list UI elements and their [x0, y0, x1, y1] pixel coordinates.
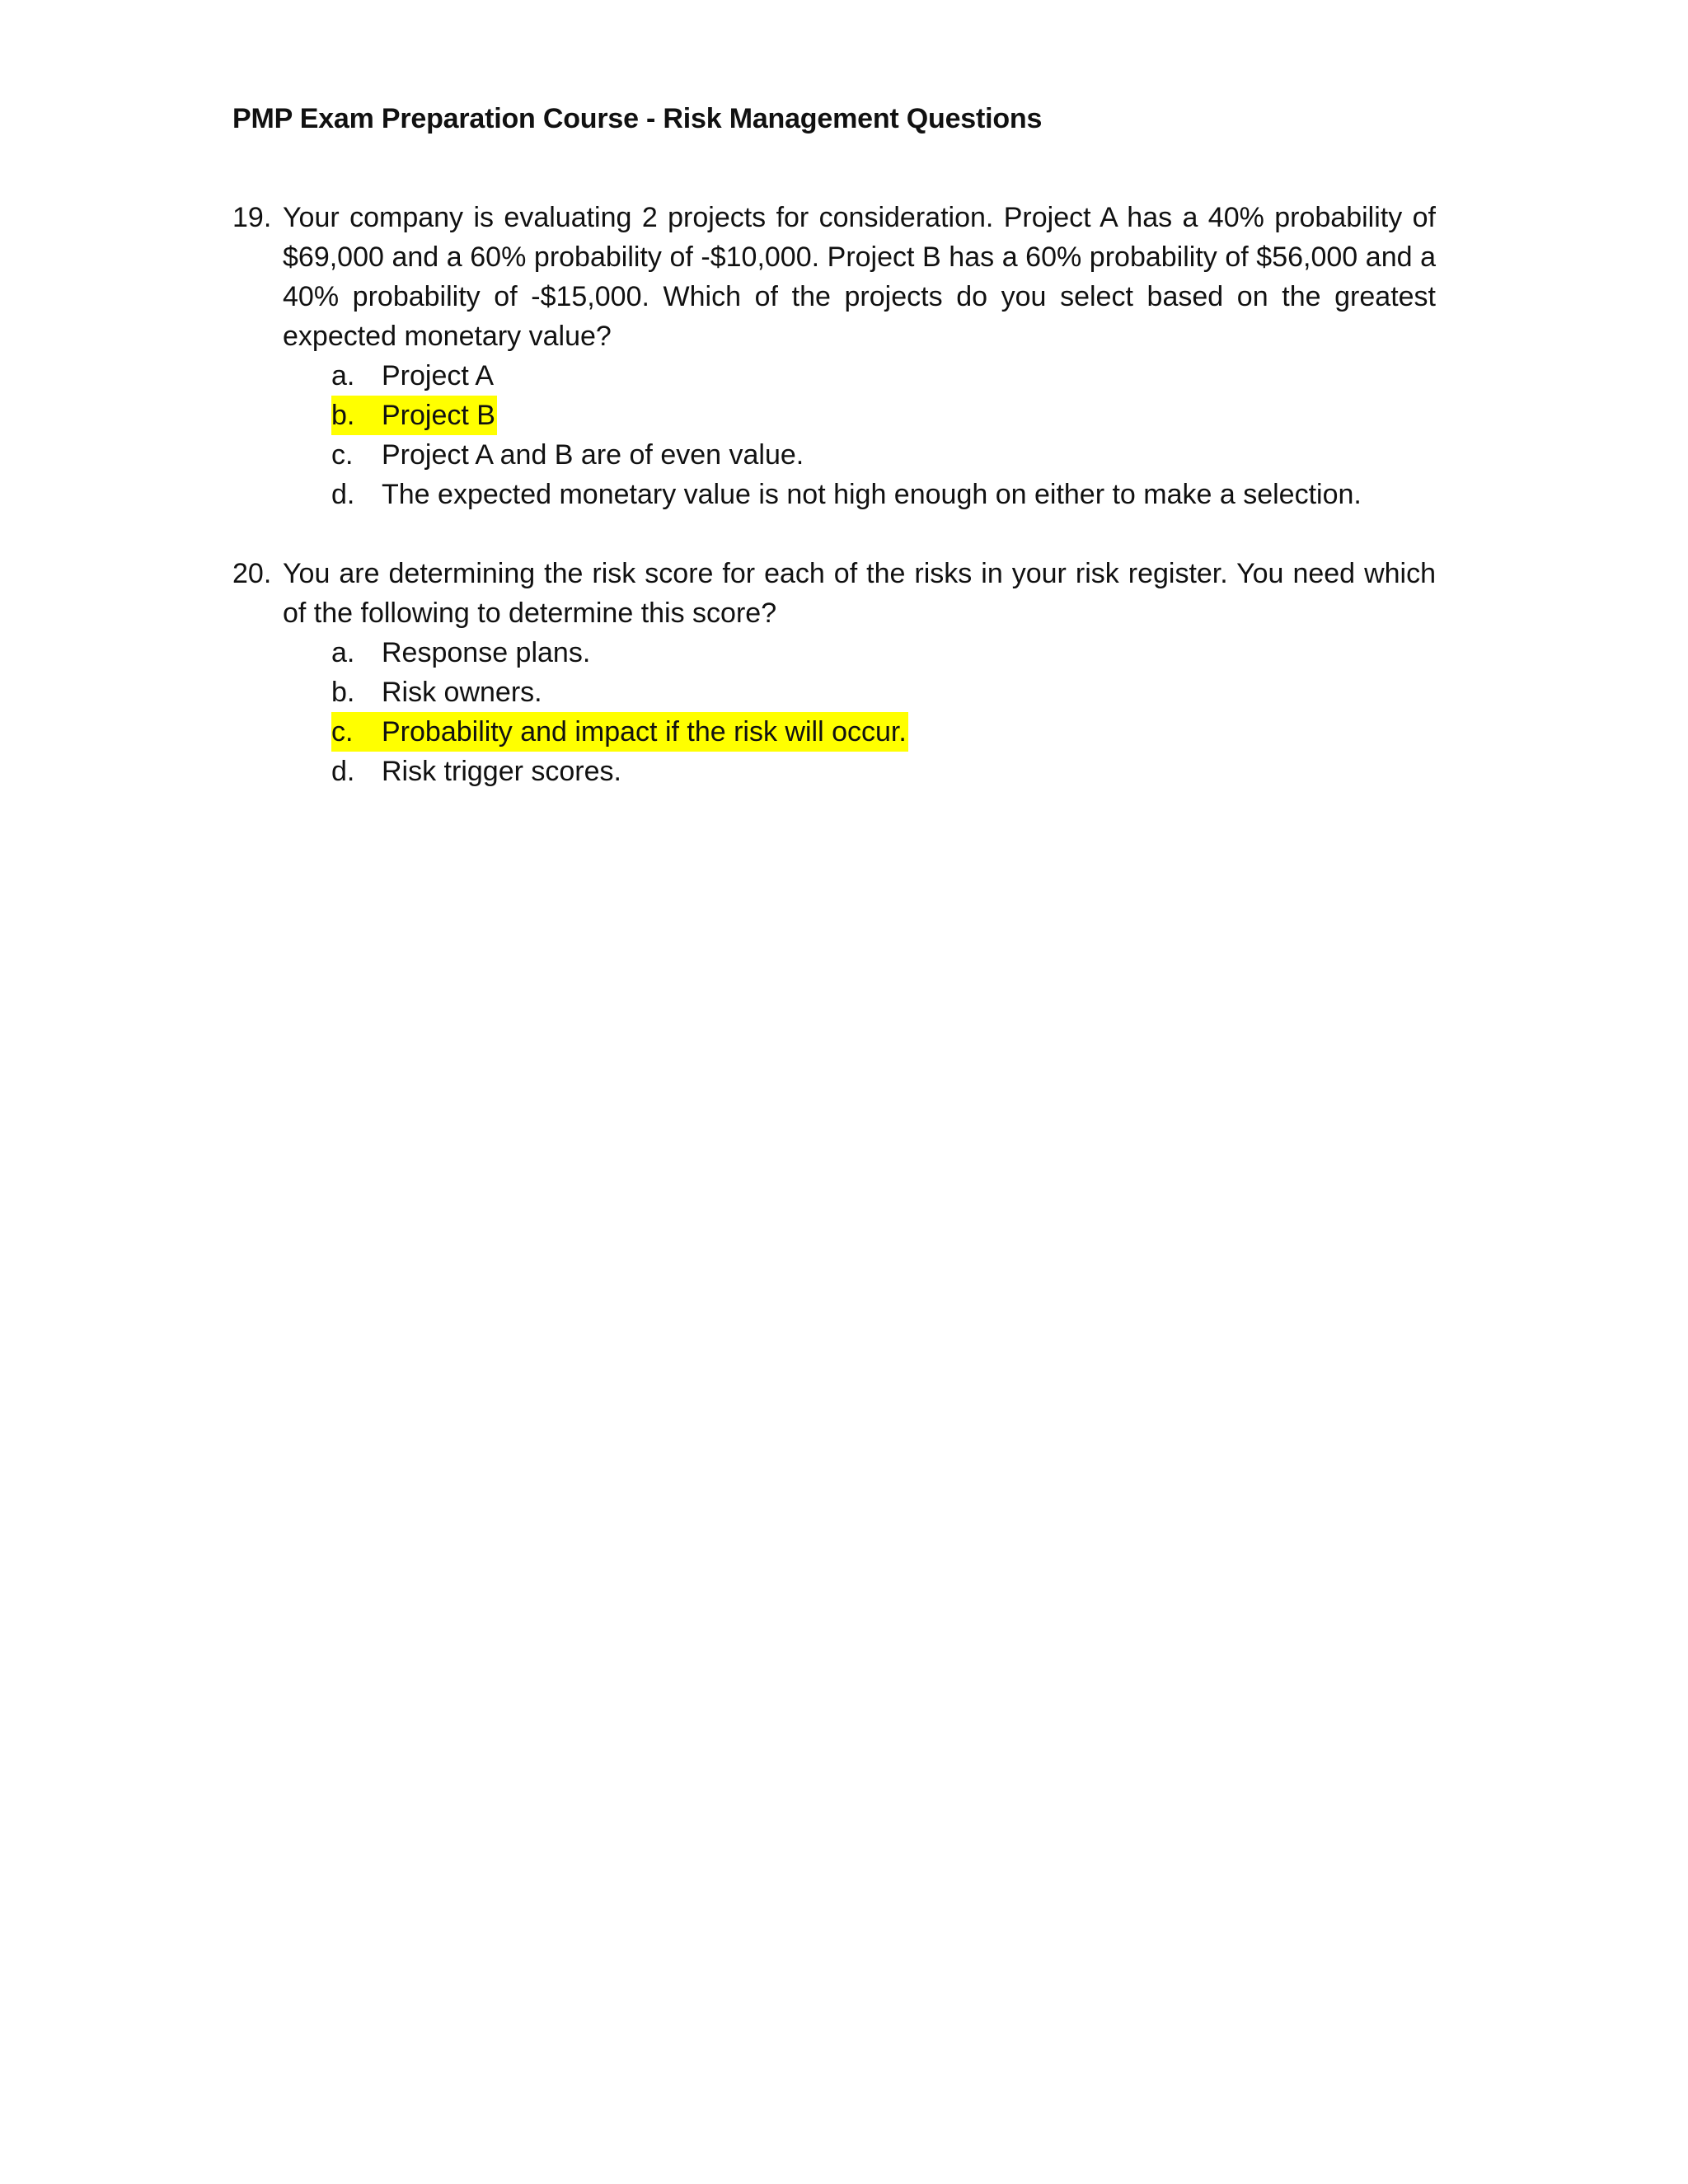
- answer-letter: a.: [331, 637, 355, 668]
- answer-option-body: [331, 752, 623, 791]
- answer-letter: b.: [331, 400, 355, 431]
- answer-option-c: [331, 435, 1436, 475]
- answer-text: Probability and impact if the risk will occur.: [382, 716, 907, 748]
- question-19: [232, 198, 1436, 514]
- answer-text: Project A and B are of even value.: [382, 439, 804, 471]
- answer-option-body: [331, 435, 805, 475]
- answer-options: [232, 356, 1436, 514]
- answer-option-body: [331, 396, 497, 435]
- answer-option-body: [331, 356, 495, 396]
- answer-text: Project B: [382, 400, 495, 431]
- answer-option-b: [331, 396, 1436, 435]
- question-text: You are determining the risk score for each of the risks in your risk register. You need which of the following to determine this score?: [283, 558, 1436, 629]
- answer-text: Response plans.: [382, 637, 591, 668]
- answer-option-c: [331, 712, 1436, 752]
- answer-option-d: [331, 752, 1436, 791]
- answer-option-body: [331, 673, 544, 712]
- question-number: 20.: [232, 558, 272, 589]
- answer-text: Risk owners.: [382, 677, 542, 708]
- answer-options: [232, 633, 1436, 791]
- answer-text: Risk trigger scores.: [382, 756, 621, 787]
- answer-option-d: [331, 475, 1436, 514]
- answer-option-body: [331, 712, 908, 752]
- answer-text: Project A: [382, 360, 495, 391]
- answer-letter: d.: [331, 756, 355, 787]
- answer-letter: c.: [331, 439, 354, 471]
- question-20-stem: [232, 554, 1436, 633]
- document-title: PMP Exam Preparation Course - Risk Management Questions: [232, 103, 1043, 134]
- question-number: 19.: [232, 202, 272, 233]
- answer-text: The expected monetary value is not high enough on either to make a selection.: [382, 479, 1362, 510]
- answer-letter: b.: [331, 677, 355, 708]
- question-19-stem: [232, 198, 1436, 356]
- answer-letter: d.: [331, 479, 355, 510]
- question-20: [232, 554, 1436, 791]
- answer-option-body: [331, 633, 592, 673]
- question-text: Your company is evaluating 2 projects for consideration. Project A has a 40% probability of $69,000 and a 60% probability of -$10,000. Project B has a 60% probability of $56,000 and a 40% probability of -$15,000. Which of the projects do you select based on the greatest expected monetary value?: [283, 202, 1436, 352]
- answer-option-b: [331, 673, 1436, 712]
- answer-letter: a.: [331, 360, 355, 391]
- answer-option-a: [331, 633, 1436, 673]
- answer-option-a: [331, 356, 1436, 396]
- answer-option-body: [331, 475, 1363, 514]
- answer-letter: c.: [331, 716, 354, 748]
